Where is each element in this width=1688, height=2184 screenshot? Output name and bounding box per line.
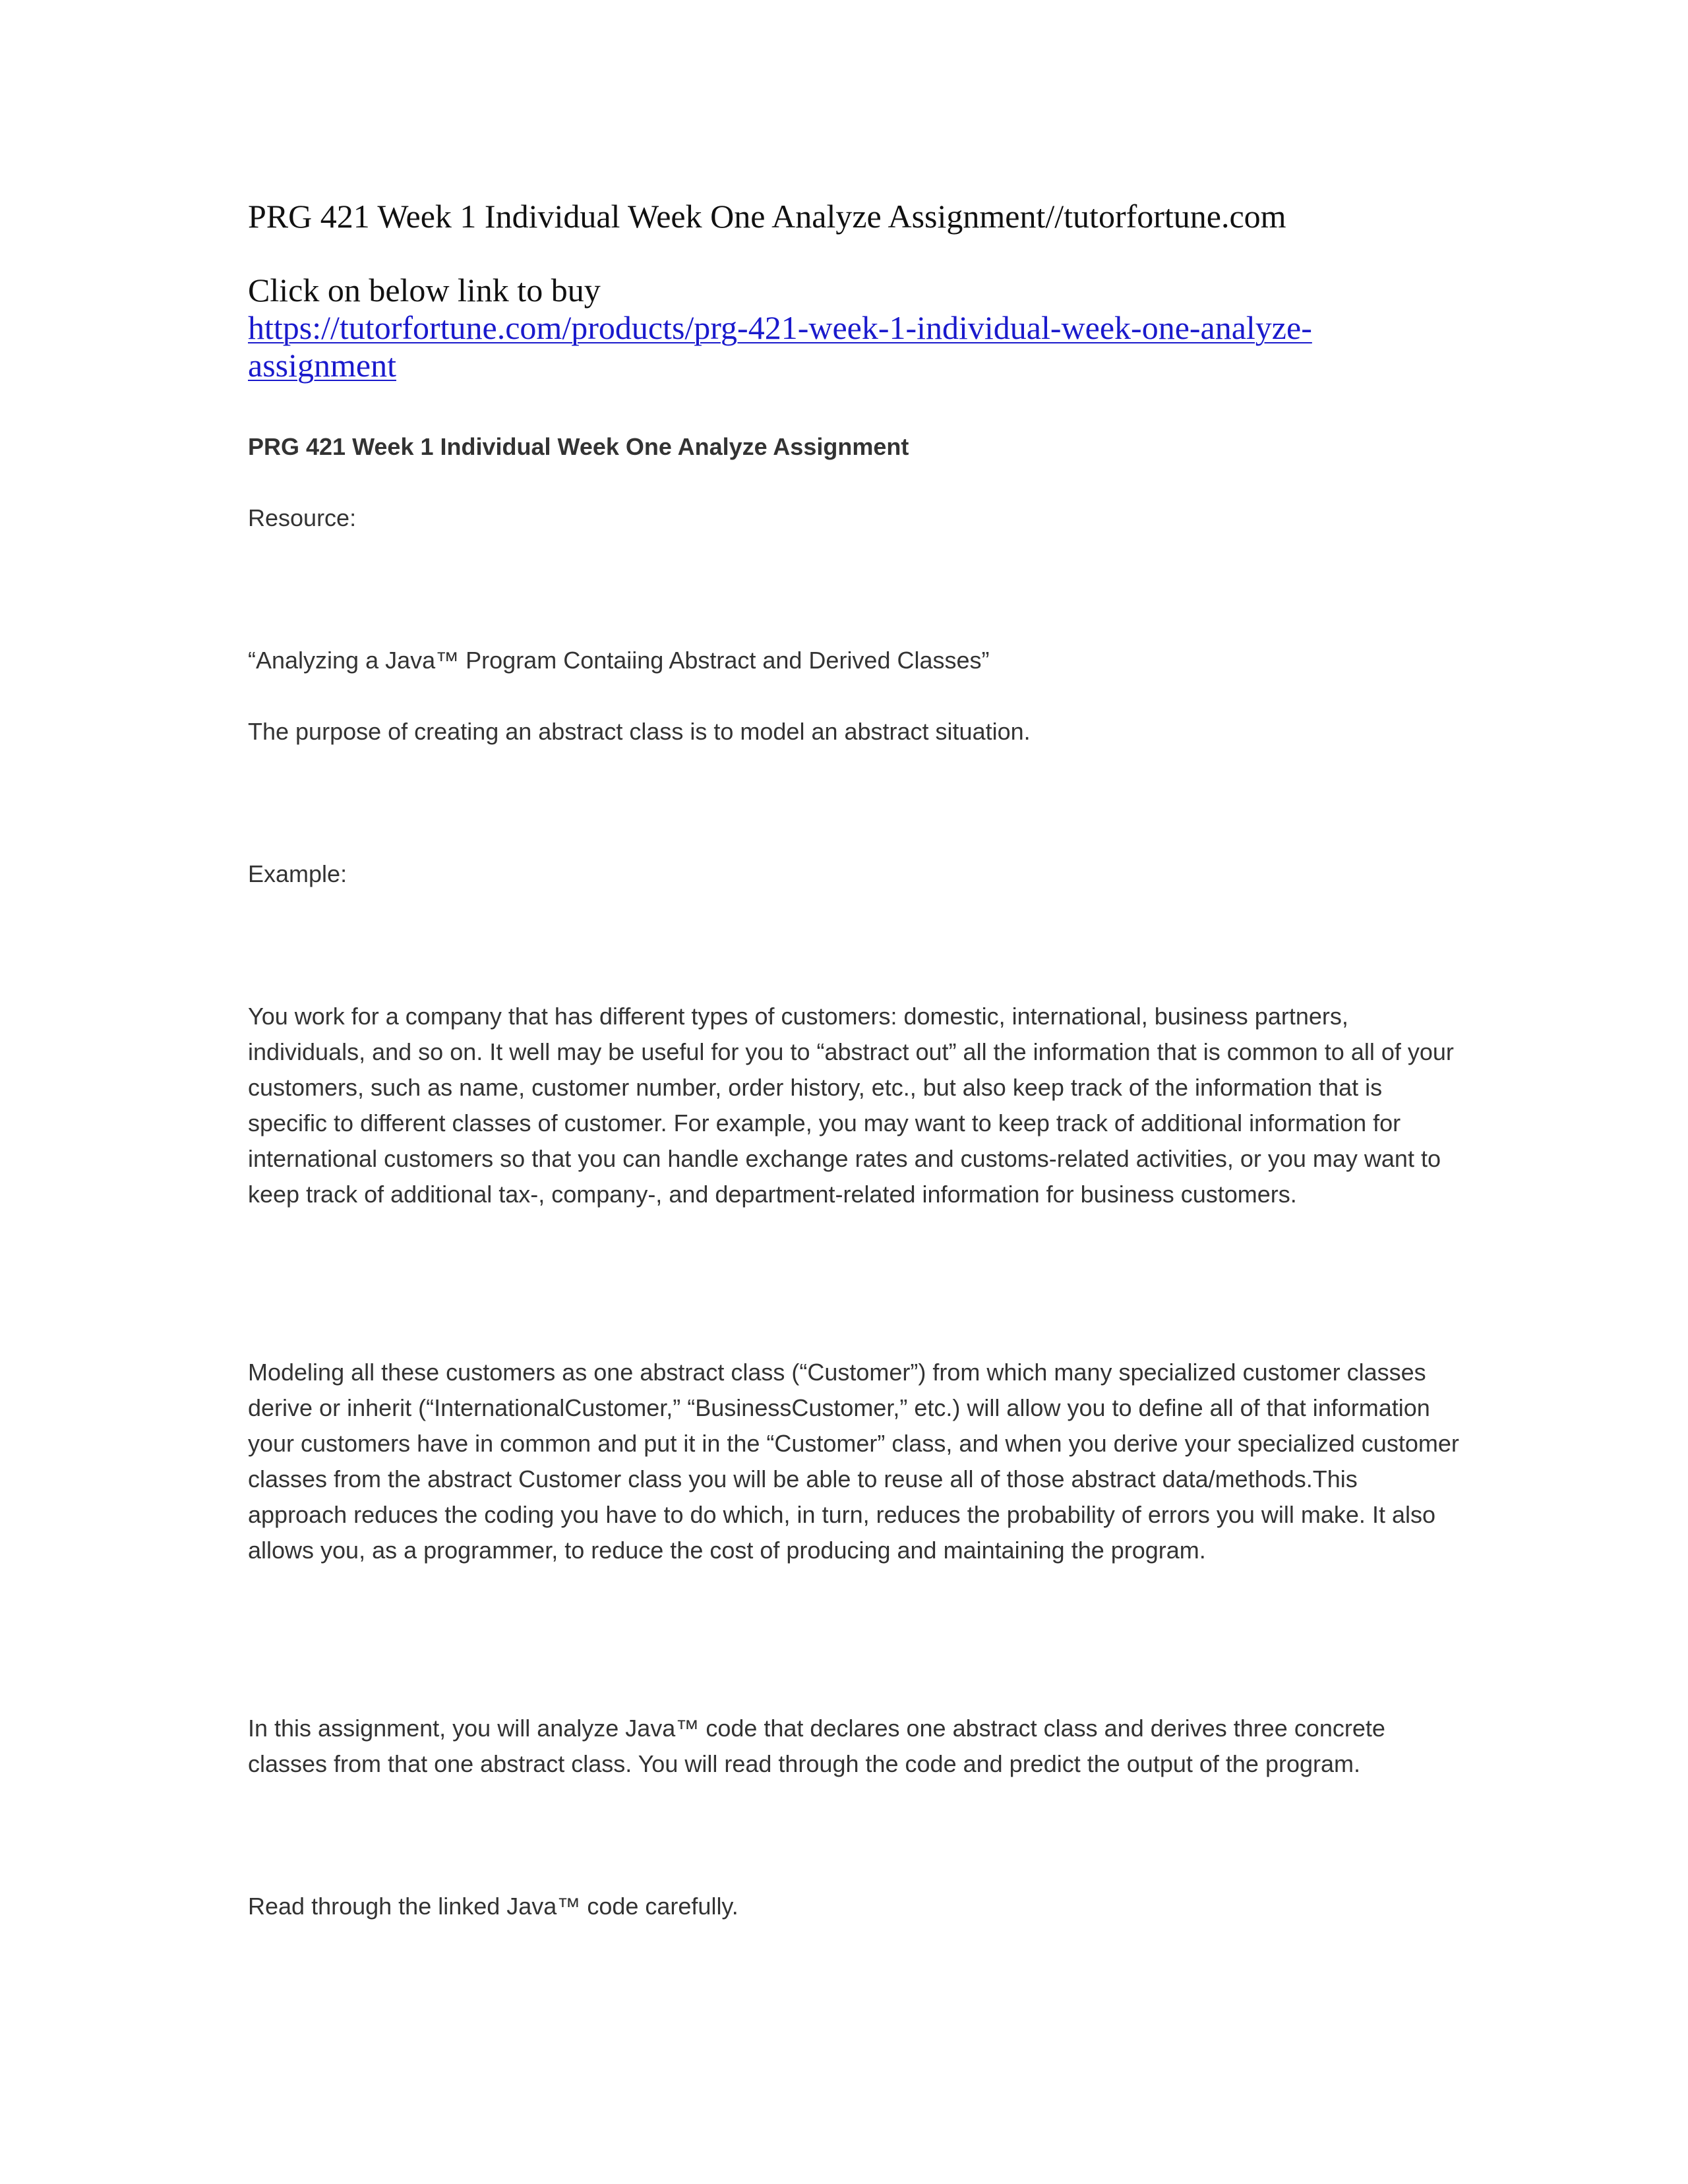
paragraph-assignment: In this assignment, you will analyze Java™ code that declares one abstract class and derives three concrete classes from that one abstract class. You will read through the code and predict the output of the program. bbox=[248, 1715, 1385, 1777]
read-instruction: Read through the linked Java™ code carefully. bbox=[248, 1893, 738, 1920]
product-link[interactable]: https://tutorfortune.com/products/prg-421-week-1-individual-week-one-analyze- assignment bbox=[248, 309, 1312, 384]
paragraph-modeling: Modeling all these customers as one abstract class (“Customer”) from which many specialized customer classes derive or inherit (“InternationalCustomer,” “BusinessCustomer,” etc.) will allow you to define all of that information your customers have in common and put it in the “Customer” class, and when you derive your specialized customer classes from the abstract Customer class you will be able to reuse all of those abstract data/methods.This approach reduces the coding you have to do which, in turn, reduces the probability of errors you will make. It also allows you, as a programmer, to reduce the cost of producing and maintaining the program. bbox=[248, 1359, 1459, 1564]
purpose-sentence: The purpose of creating an abstract class is to model an abstract situation. bbox=[248, 718, 1031, 745]
buy-prompt: Click on below link to buy bbox=[248, 272, 601, 309]
example-label: Example: bbox=[248, 860, 347, 887]
buy-link-line bbox=[248, 309, 1422, 384]
document-title: PRG 421 Week 1 Individual Week One Analyze Assignment//tutorfortune.com bbox=[248, 198, 1286, 235]
resource-title: “Analyzing a Java™ Program Contaiing Abstract and Derived Classes” bbox=[248, 647, 990, 674]
buy-link-block bbox=[248, 272, 1422, 384]
section-heading: PRG 421 Week 1 Individual Week One Analyze Assignment bbox=[248, 433, 909, 460]
paragraph-customers: You work for a company that has different types of customers: domestic, international, business partners, individuals, and so on. It well may be useful for you to “abstract out” all the information that is common to all of your customers, such as name, customer number, order history, etc., but also keep track of the information that is specific to different classes of customer. For example, you may want to keep track of additional information for international customers so that you can handle exchange rates and customs-related activities, or you may want to keep track of additional tax-, company-, and department-related information for business customers. bbox=[248, 1003, 1454, 1208]
resource-label: Resource: bbox=[248, 504, 357, 531]
